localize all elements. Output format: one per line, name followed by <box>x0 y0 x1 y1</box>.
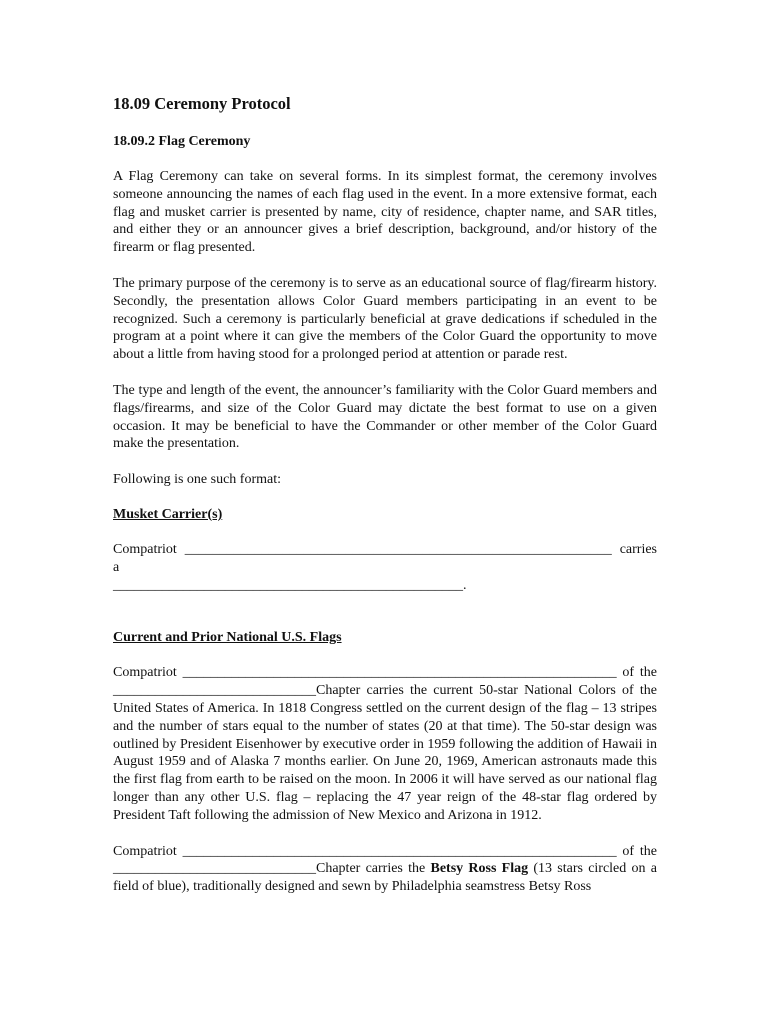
paragraph-purpose: The primary purpose of the ceremony is to serve as an educational source of flag/firearm history. Secondly, the presentation allows Color Guard members participating in an event to be recognized. Such a ceremony is particularly beneficial at grave dedications if scheduled in the program at a point where it can give the members of the Color Guard the opportunity to move about a little from having stood for a prolonged period at attention or parade rest. <box>113 275 657 363</box>
musket-carrier-entry <box>113 541 657 594</box>
betsy-ross-flag-label: Betsy Ross Flag <box>430 861 529 877</box>
spacer <box>113 594 657 630</box>
document-content <box>113 94 657 914</box>
paragraph-intro: A Flag Ceremony can take on several forms. In its simplest format, the ceremony involves someone announcing the names of each flag used in the event. In a more extensive format, each flag and musket carrier is presented by name, city of residence, chapter name, and SAR titles, and either they or an announcer gives a brief description, background, and/or history of the firearm or flag presented. <box>113 169 657 256</box>
flag-entry-2-post: (13 stars circled on a field of blue), traditionally designed and sewn by Philadelphia seamstress Betsy Ross <box>113 861 657 895</box>
flag-entry-2-line1: Compatriot ______________________________________________________________ of the <box>113 843 657 859</box>
flag-entry-2-pre: _____________________________Chapter carries the <box>113 861 431 877</box>
flag-entry-1-text: _____________________________Chapter carries the current 50-star National Colors of the United States of America. In 1818 Congress settled on the current design of the flag – 13 stripes and the number of stars equal to the number of states (20 at that time). The 50-star design was outlined by President Eisenhower by executive order in 1959 following the addition of Hawaii in August 1959 and of Alaska 7 months earlier. On June 20, 1969, American astronauts made this the first flag from earth to be raised on the moon. In 2006 it will have served as our national flag longer than any other U.S. flag – replacing the 47 year reign of the 48-star flag ordered by President Taft following the admission of New Mexico and Arizona in 1912. <box>113 683 657 823</box>
paragraph-following: Following is one such format: <box>113 472 281 488</box>
subsection-heading: 18.09.2 Flag Ceremony <box>113 134 251 149</box>
national-flag-entry-2 <box>113 843 657 896</box>
paragraph-type-length: The type and length of the event, the announcer’s familiarity with the Color Guard members and flags/firearms, and size of the Color Guard may dictate the best format to use on a given occasion. It may be beneficial to have the Commander or other member of the Color Guard make the presentation. <box>113 382 657 452</box>
national-flag-entry-1 <box>113 664 657 824</box>
flag-entry-1-line1: Compatriot ______________________________________________________________ of the <box>113 665 657 681</box>
section-heading: 18.09 Ceremony Protocol <box>113 94 291 113</box>
national-flags-heading: Current and Prior National U.S. Flags <box>113 630 342 646</box>
musket-carrier-line1: Compatriot _____________________________________________________________ carries a <box>113 541 657 575</box>
musket-carrier-heading: Musket Carrier(s) <box>113 506 223 522</box>
musket-carrier-line2: __________________________________________________. <box>113 577 467 593</box>
